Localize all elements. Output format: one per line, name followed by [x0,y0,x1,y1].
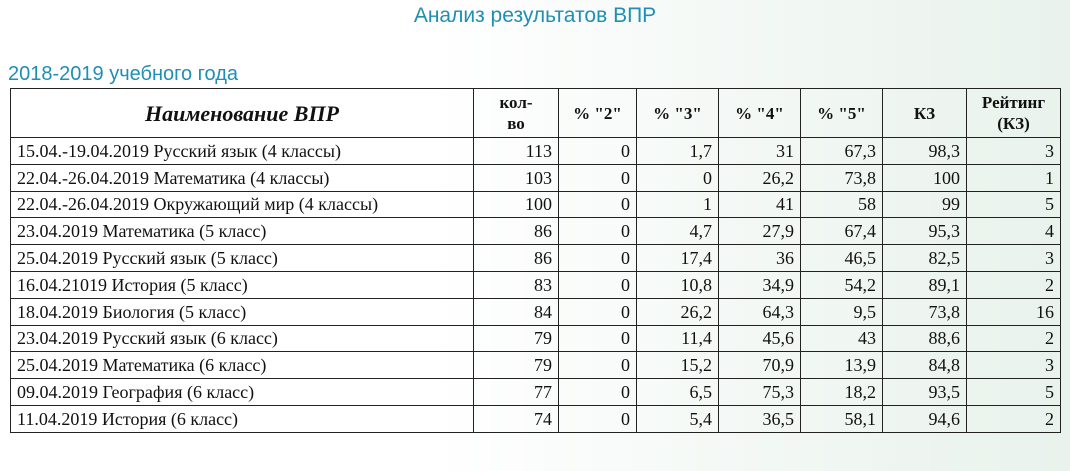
cell-count: 103 [474,164,559,191]
cell-name: 16.04.21019 История (5 класс) [11,271,474,298]
cell-p2: 0 [559,271,637,298]
cell-rating: 2 [967,325,1061,352]
cell-p4: 27,9 [719,218,801,245]
page-title: Анализ результатов ВПР [413,4,657,27]
cell-p4: 34,9 [719,271,801,298]
cell-p5: 54,2 [801,271,883,298]
cell-rating: 3 [967,138,1061,165]
page-subtitle: 2018-2019 учебного года [8,63,239,85]
cell-count: 77 [474,379,559,406]
cell-p2: 0 [559,298,637,325]
cell-p4: 41 [719,191,801,218]
cell-p4: 31 [719,138,801,165]
cell-kz: 99 [883,191,967,218]
cell-count: 86 [474,218,559,245]
cell-p2: 0 [559,191,637,218]
cell-p5: 58 [801,191,883,218]
cell-count: 83 [474,271,559,298]
table-row [11,379,1061,406]
cell-name: 22.04.-26.04.2019 Математика (4 классы) [11,164,474,191]
cell-p2: 0 [559,245,637,272]
cell-rating: 5 [967,191,1061,218]
cell-p4: 45,6 [719,325,801,352]
table-row [11,325,1061,352]
cell-kz: 82,5 [883,245,967,272]
cell-p2: 0 [559,352,637,379]
header-count-line2: во [507,114,525,133]
cell-p5: 9,5 [801,298,883,325]
cell-name: 25.04.2019 Русский язык (5 класс) [11,245,474,272]
header-rating [967,89,1061,138]
cell-name: 22.04.-26.04.2019 Окружающий мир (4 классы) [11,191,474,218]
cell-p3: 26,2 [637,298,719,325]
cell-rating: 16 [967,298,1061,325]
results-table [10,88,1061,433]
cell-p3: 15,2 [637,352,719,379]
cell-count: 84 [474,298,559,325]
cell-name: 23.04.2019 Русский язык (6 класс) [11,325,474,352]
cell-p5: 67,4 [801,218,883,245]
cell-rating: 2 [967,271,1061,298]
cell-rating: 3 [967,352,1061,379]
cell-p2: 0 [559,325,637,352]
cell-p4: 64,3 [719,298,801,325]
header-p2: % "2" [559,89,637,138]
cell-rating: 5 [967,379,1061,406]
cell-p3: 4,7 [637,218,719,245]
cell-rating: 4 [967,218,1061,245]
table-header-row [11,89,1061,138]
cell-p3: 5,4 [637,405,719,432]
header-count [474,89,559,138]
cell-kz: 88,6 [883,325,967,352]
cell-rating: 1 [967,164,1061,191]
cell-p2: 0 [559,164,637,191]
cell-p3: 17,4 [637,245,719,272]
cell-p5: 46,5 [801,245,883,272]
table-row [11,271,1061,298]
table-row [11,298,1061,325]
cell-name: 09.04.2019 География (6 класс) [11,379,474,406]
cell-count: 86 [474,245,559,272]
cell-kz: 73,8 [883,298,967,325]
cell-rating: 3 [967,245,1061,272]
cell-p4: 36,5 [719,405,801,432]
cell-p5: 67,3 [801,138,883,165]
cell-kz: 100 [883,164,967,191]
cell-count: 100 [474,191,559,218]
header-count-line1: кол- [499,93,533,112]
cell-name: 18.04.2019 Биология (5 класс) [11,298,474,325]
header-p3: % "3" [637,89,719,138]
cell-p3: 11,4 [637,325,719,352]
table-row [11,352,1061,379]
table-row [11,164,1061,191]
cell-count: 79 [474,325,559,352]
header-rating-line2: (КЗ) [997,114,1030,133]
cell-kz: 94,6 [883,405,967,432]
cell-kz: 95,3 [883,218,967,245]
cell-kz: 84,8 [883,352,967,379]
table-row [11,218,1061,245]
cell-p5: 13,9 [801,352,883,379]
cell-name: 11.04.2019 История (6 класс) [11,405,474,432]
header-name: Наименование ВПР [11,89,474,138]
cell-p3: 1 [637,191,719,218]
header-rating-line1: Рейтинг [981,93,1046,112]
cell-name: 23.04.2019 Математика (5 класс) [11,218,474,245]
table-body [11,138,1061,433]
cell-p4: 70,9 [719,352,801,379]
header-p5: % "5" [801,89,883,138]
cell-p3: 1,7 [637,138,719,165]
cell-p5: 18,2 [801,379,883,406]
cell-p2: 0 [559,218,637,245]
table-row [11,405,1061,432]
cell-kz: 98,3 [883,138,967,165]
cell-p4: 36 [719,245,801,272]
cell-name: 25.04.2019 Математика (6 класс) [11,352,474,379]
cell-p3: 6,5 [637,379,719,406]
cell-p3: 10,8 [637,271,719,298]
cell-p2: 0 [559,379,637,406]
cell-count: 79 [474,352,559,379]
header-p4: % "4" [719,89,801,138]
cell-kz: 93,5 [883,379,967,406]
cell-rating: 2 [967,405,1061,432]
table-row [11,138,1061,165]
cell-p2: 0 [559,405,637,432]
header-kz: КЗ [883,89,967,138]
cell-name: 15.04.-19.04.2019 Русский язык (4 классы) [11,138,474,165]
cell-count: 74 [474,405,559,432]
cell-p4: 75,3 [719,379,801,406]
cell-p4: 26,2 [719,164,801,191]
table-row [11,191,1061,218]
table-row [11,245,1061,272]
cell-kz: 89,1 [883,271,967,298]
cell-p3: 0 [637,164,719,191]
cell-count: 113 [474,138,559,165]
cell-p5: 73,8 [801,164,883,191]
cell-p2: 0 [559,138,637,165]
cell-p5: 43 [801,325,883,352]
cell-p5: 58,1 [801,405,883,432]
